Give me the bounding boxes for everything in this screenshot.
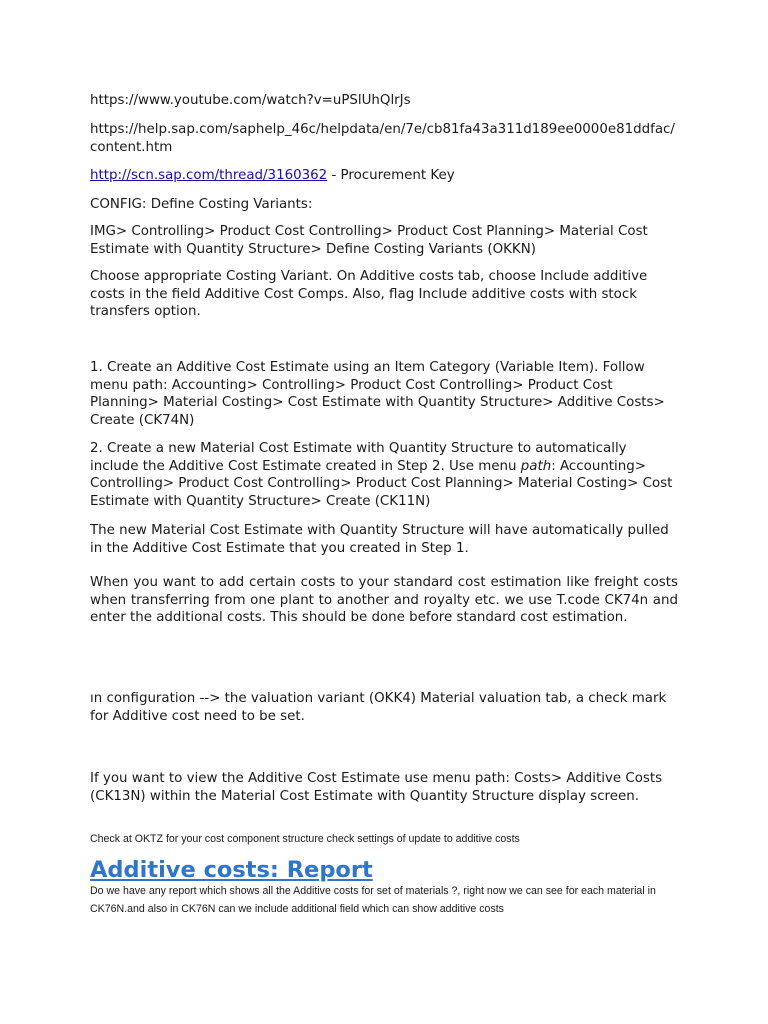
valuation-variant-paragraph: ın configuration --> the valuation variant (OKK4) Material valuation tab, a check mark for Additive cost need to be set. — [90, 691, 667, 724]
step-1-paragraph: 1. Create an Additive Cost Estimate using an Item Category (Variable Item). Follow menu path: Accounting> Controlling> Product Cost Controlling> Product Cost Planning> Material Costing> Cost Estimate with Quantity Structure> Additive Costs> Create (CK74N) — [90, 360, 665, 428]
scn-line — [90, 167, 678, 185]
step-2-text-a: 2. Create a new Material Cost Estimate with Quantity Structure to automatically include the Additive Cost Estimate created in Step 2. Use menu — [90, 441, 627, 474]
step-2-paragraph — [90, 440, 678, 510]
report-heading[interactable]: Additive costs: Report — [90, 857, 373, 883]
config-line: CONFIG: Define Costing Variants: — [90, 197, 313, 212]
img-path-paragraph: IMG> Controlling> Product Cost Controlling> Product Cost Planning> Material Cost Estimate with Quantity Structure> Define Costing Variants (OKKN) — [90, 224, 648, 257]
step-2-text-b: : Accounting> Controlling> Product Cost Controlling> Product Cost Planning> Material Costing> Cost Estimate with Quantity Structure> Create (CK11N) — [90, 458, 673, 509]
choose-variant-paragraph: Choose appropriate Costing Variant. On Additive costs tab, choose Include additive costs in the field Additive Cost Comps. Also, flag Include additive costs with stock transfers option. — [90, 269, 648, 320]
scn-thread-link[interactable]: http://scn.sap.com/thread/3160362 — [90, 168, 328, 183]
view-estimate-paragraph: If you want to view the Additive Cost Estimate use menu path: Costs> Additive Costs (CK13N) within the Material Cost Estimate with Quantity Structure display screen. — [90, 771, 663, 804]
help-url-line — [90, 121, 678, 156]
report-question-paragraph: Do we have any report which shows all the Additive costs for set of materials ?, right now we can see for each material in CK76N.and also in CK76N can we include additional field which can show additive costs — [90, 885, 656, 915]
additional-costs-paragraph: When you want to add certain costs to your standard cost estimation like freight costs when transferring from one plant to another and royalty etc. we use T.code CK74n and enter the additional costs. This should be done before standard cost estimation. — [90, 575, 678, 626]
scn-suffix: - Procurement Key — [327, 168, 455, 183]
youtube-url: https://www.youtube.com/watch?v=uPSlUhQlrJs — [90, 93, 411, 108]
step-2-path-word: path — [520, 458, 552, 474]
youtube-url-line — [90, 92, 678, 110]
help-url: https://help.sap.com/saphelp_46c/helpdata/en/7e/cb81fa43a311d189ee0000e81ddfac/content.htm — [90, 122, 675, 155]
new-estimate-paragraph: The new Material Cost Estimate with Quantity Structure will have automatically pulled in the Additive Cost Estimate that you created in Step 1. — [90, 523, 669, 556]
check-oktz-note: Check at OKTZ for your cost component structure check settings of update to additive costs — [90, 833, 520, 845]
